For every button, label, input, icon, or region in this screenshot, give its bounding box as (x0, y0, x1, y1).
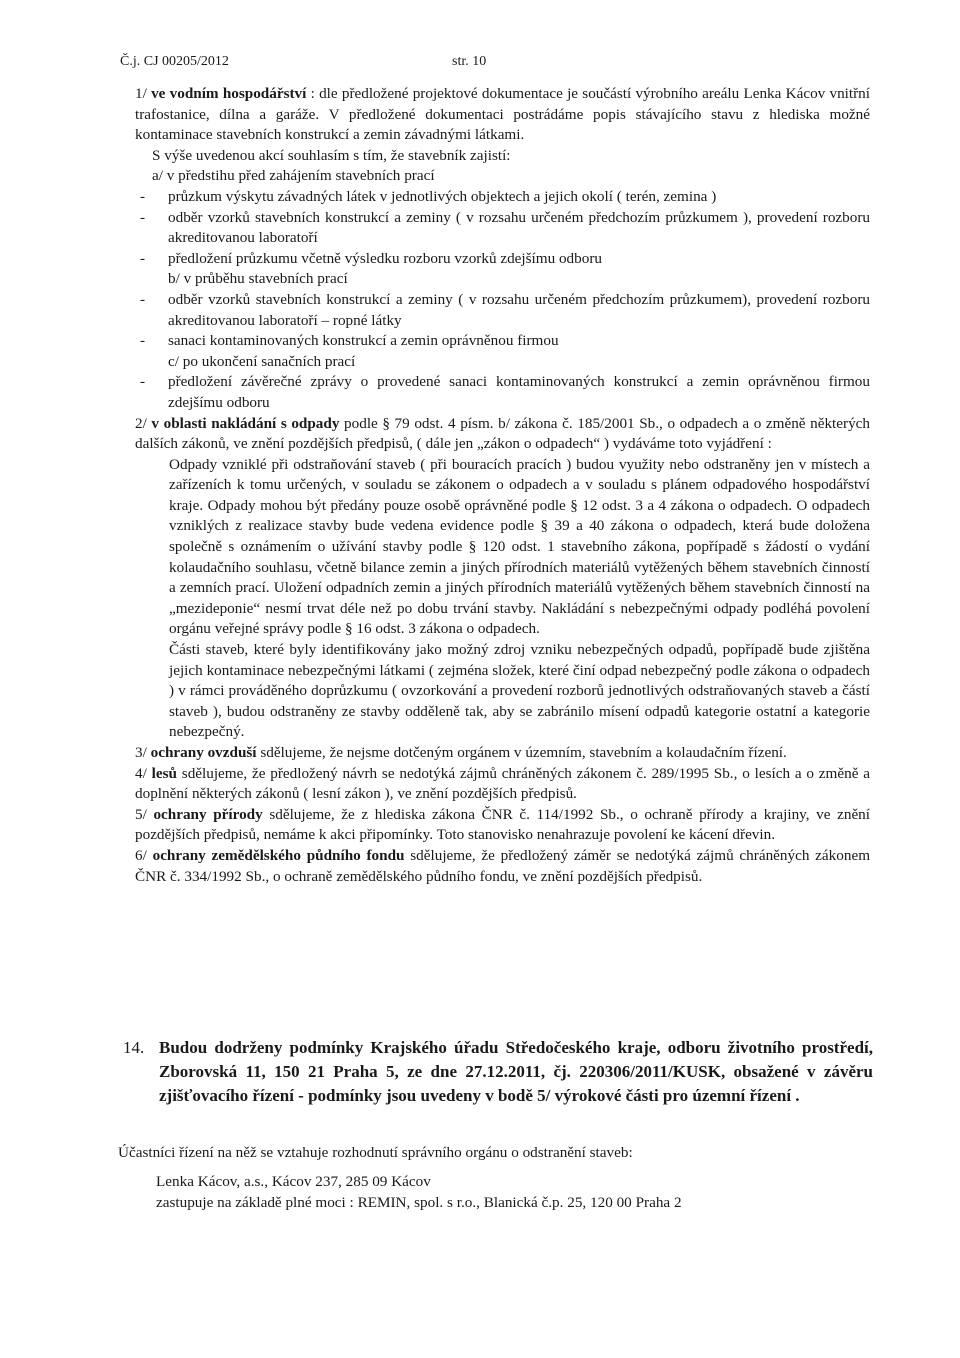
section-4-title: lesů (151, 764, 177, 782)
condition-text: Budou dodrženy podmínky Krajského úřadu Středočeského kraje, odboru životního prostředí, Zborovská 11, 150 21 Praha 5, ze dne 27.12.2011, čj. 220306/2011/KUSK, obsažené v závěru zjišťovacího řízení - podmínky jsou uvedeny v bodě 5/ výrokové části pro územní řízení . (159, 1038, 873, 1105)
condition-14 (123, 1036, 873, 1108)
document-body (135, 84, 870, 887)
phase-c: c/ po ukončení sanačních prací (168, 352, 356, 370)
section-3: 3/ ochrany ovzduší sdělujeme, že nejsme dotčeným orgánem v územním, stavebním a kolaudačním řízení. (135, 744, 787, 761)
representative-line: zastupuje na základě plné moci : REMIN, spol. s r.o., Blanická č.p. 25, 120 00 Praha 2 (156, 1193, 682, 1211)
section-2-intro: 2/ v oblasti nakládání s odpady podle § 79 odst. 4 písm. b/ zákona č. 185/2001 Sb., o odpadech a o změně některých dalších zákonů, ve znění pozdějších předpisů, ( dále jen „zákon o odpadech“ ) vydáváme toto vyjádření : (135, 414, 870, 453)
section-2-paragraph-2: Části staveb, které byly identifikovány jako možný zdroj vzniku nebezpečných odpadů, popřípadě bude zjištěna jejich kontaminace nebezpečnými látkami ( zejména složek, které činí odpad nebezpečný podle zákona o odpadech ) v rámci prováděného doprůzkumu ( ovzorkování a provedení rozborů jednotlivých odstraňovaných staveb a částí staveb ), budou odstraněny ze stavby odděleně tak, aby se zabránilo mísení odpadů kategorie ostatní a kategorie nebezpečný. (169, 641, 870, 741)
phase-a: a/ v předstihu před zahájením stavebních prací (152, 167, 435, 185)
section-6-title: ochrany zemědělského půdního fondu (152, 846, 405, 864)
section-6: 6/ ochrany zemědělského půdního fondu sdělujeme, že předložený záměr se nedotýká zájmů chráněných zákonem ČNR č. 334/1992 Sb., o ochraně zemědělského půdního fondu, ve znění pozdějších předpisů. (135, 846, 871, 885)
section-4: 4/ lesů sdělujeme, že předložený návrh se nedotýká zájmů chráněných zákonem č. 289/1995 Sb., o lesích a o změně a doplnění některých zákonů ( lesní zákon ), ve znění pozdějších předpisů. (135, 764, 870, 803)
list-item: - předložení závěrečné zprávy o provedené sanaci kontaminovaných konstrukcí a zemin oprávněnou firmou zdejšímu odboru (140, 373, 870, 411)
list-item: - odběr vzorků stavebních konstrukcí a zeminy ( v rozsahu určeném předchozím průzkumem), provedení rozboru akreditovanou laboratoří – ropné látky (140, 290, 870, 329)
page-number: str. 10 (452, 54, 487, 69)
section-2-paragraph-1: Odpady vzniklé při odstraňování staveb ( při bouracích pracích ) budou využity nebo odstraněny jen v místech a zařízeních k tomu určených, v souladu se zákonem o odpadech a v souladu s plánem odpadového hospodářství kraje. Odpady mohou být předány pouze osobě oprávněné podle § 12 odst. 3 a 4 zákona o odpadech. O odpadech vzniklých z realizace stavby bude vedena evidence podle § 39 a 40 zákona o odpadech, která bude doložena společně s oznámením o užívání stavby podle § 120 odst. 1 stavebního zákona, popřípadě s žádostí o vydání kolaudačního souhlasu, včetně bilance zemin a jiných přírodních materiálů vytěžených během stavebních činností a zemních prací. Uložení odpadních zemin a jiných přírodních materiálů vytěžených během stavebních činností na „mezideponie“ nesmí trvat déle než po dobu trvání stavby. Nakládání s nebezpečnými odpady podléhá povolení orgánu veřejné správy podle § 16 odst. 3 zákona o odpadech. (169, 455, 870, 638)
phase-b: b/ v průběhu stavebních prací (168, 270, 348, 288)
condition-number: 14. (123, 1038, 145, 1057)
participant-line: Lenka Kácov, a.s., Kácov 237, 285 09 Kácov (156, 1173, 431, 1190)
participants-list (156, 1172, 682, 1213)
section-1-title: ve vodním hospodářství (151, 85, 307, 102)
section-1-intro: 1/ ve vodním hospodářství : dle předložené projektové dokumentace je součástí výrobního areálu Lenka Kácov vnitřní trafostanice, dílna a garáže. V předložené dokumentaci postrádáme popis stávajícího stavu z hlediska možné kontaminace stavebních konstrukcí a zemin závadnými látkami. (135, 85, 870, 144)
section-5: 5/ ochrany přírody sdělujeme, že z hlediska zákona ČNR č. 114/1992 Sb., o ochraně přírody a krajiny, ve znění pozdějších předpisů, nemáme k akci připomínky. Toto stanovisko nenahrazuje povolení ke kácení dřevin. (135, 805, 870, 844)
reference-number: Č.j. CJ 00205/2012 (120, 54, 229, 69)
section-3-title: ochrany ovzduší (150, 744, 257, 761)
list-item: - průzkum výskytu závadných látek v jednotlivých objektech a jejich okolí ( terén, zemina ) (140, 187, 717, 205)
agreement-line: S výše uvedenou akcí souhlasím s tím, že stavebník zajistí: (152, 146, 511, 164)
list-item: - odběr vzorků stavebních konstrukcí a zeminy ( v rozsahu určeném předchozím průzkumem ), provedení rozboru akreditovanou laboratoří (140, 208, 870, 247)
section-5-title: ochrany přírody (153, 805, 263, 823)
section-2-title: v oblasti nakládání s odpady (151, 414, 340, 432)
participants-heading: Účastníci řízení na něž se vztahuje rozhodnutí správního orgánu o odstranění staveb: (118, 1144, 633, 1161)
list-item: - sanaci kontaminovaných konstrukcí a zemin oprávněnou firmou (140, 332, 559, 350)
list-item: - předložení průzkumu včetně výsledku rozboru vzorků zdejšímu odboru (140, 249, 602, 267)
